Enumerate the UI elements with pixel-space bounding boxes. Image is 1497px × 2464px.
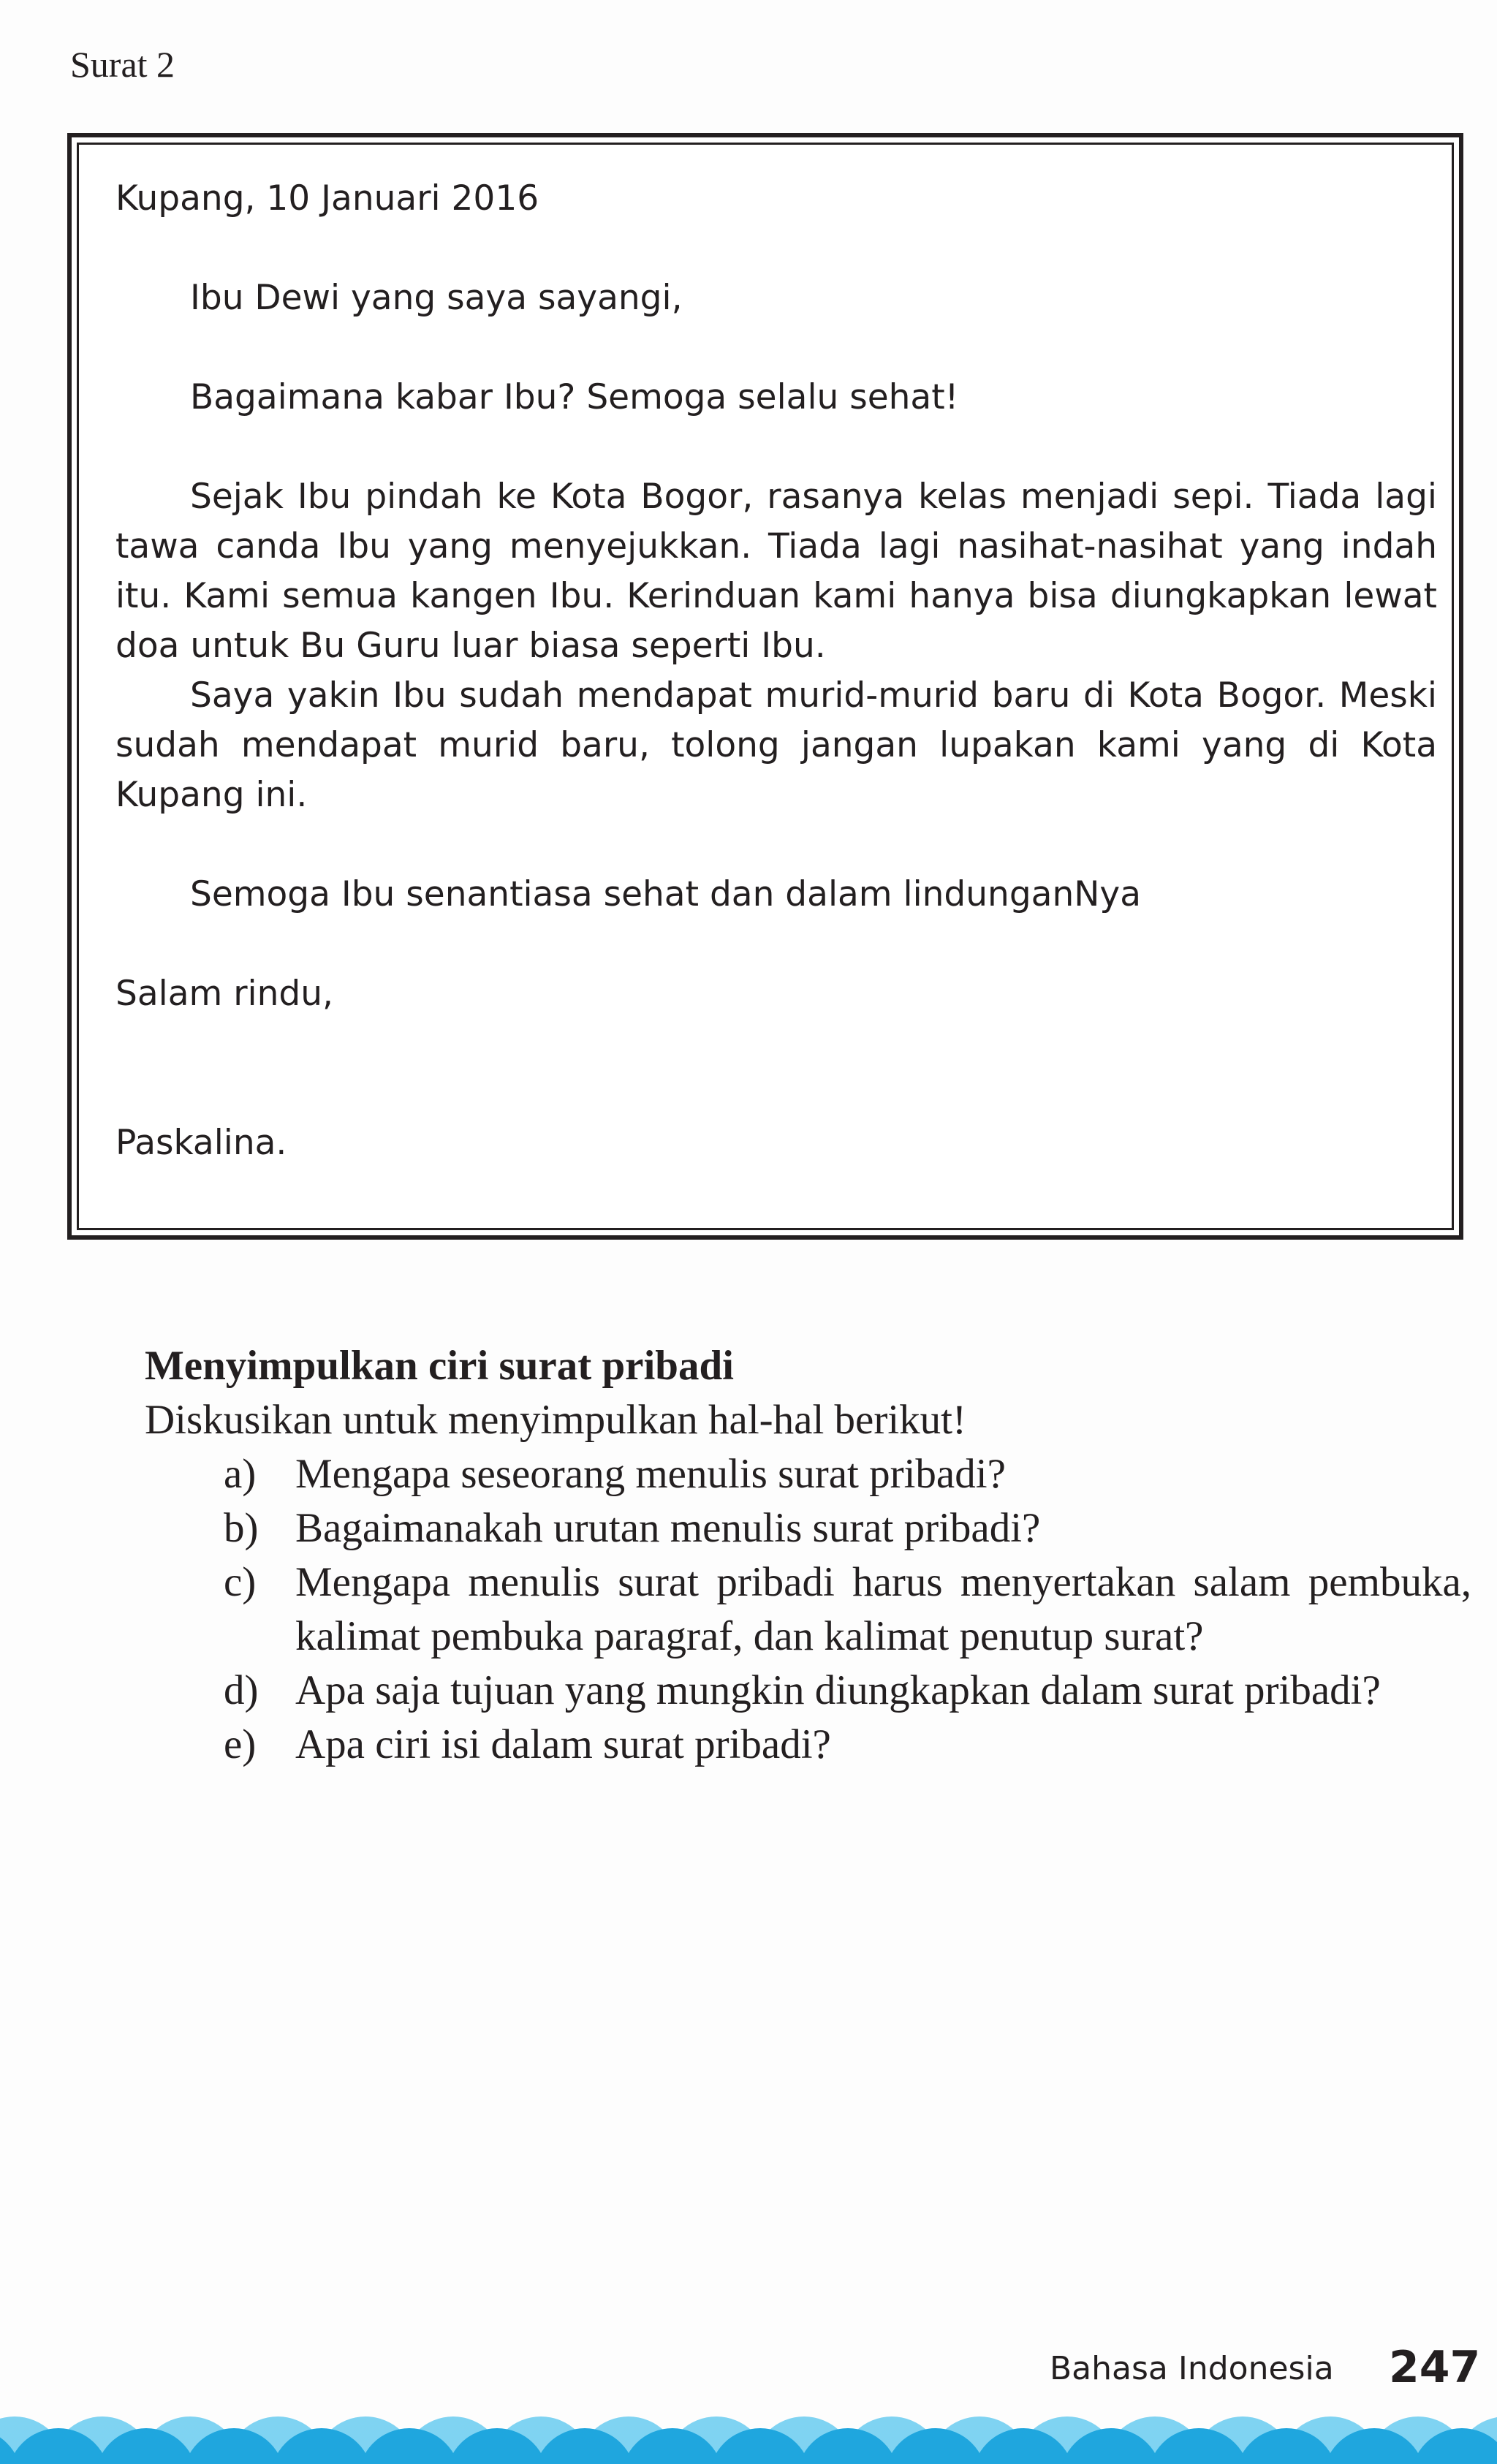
- question-item: [145, 1501, 1471, 1555]
- question-text: Mengapa menulis surat pribadi harus menyertakan salam pembuka, kalimat pembuka paragraf, dan kalimat penutup surat?: [295, 1559, 1471, 1659]
- question-text: Apa ciri isi dalam surat pribadi?: [295, 1721, 831, 1767]
- question-item: [145, 1664, 1471, 1718]
- wave-band-decoration: [0, 2403, 1497, 2464]
- letter-closing-wish: Semoga Ibu senantiasa sehat dan dalam lindunganNya: [190, 874, 1142, 914]
- letter-frame: [67, 133, 1463, 1240]
- question-text: Bagaimanakah urutan menulis surat pribadi?: [295, 1505, 1041, 1551]
- letter-paragraph-2: Saya yakin Ibu sudah mendapat murid-murid baru di Kota Bogor. Meski sudah mendapat murid baru, tolong jangan lupakan kami yang di Kota Kupang ini.: [115, 675, 1437, 815]
- question-list: [145, 1447, 1471, 1772]
- wave-scallops: [0, 2416, 1497, 2464]
- exercise-heading: Menyimpulkan ciri surat pribadi: [145, 1343, 735, 1389]
- footer-book-title: Bahasa Indonesia: [1050, 2350, 1334, 2387]
- question-letter: e): [224, 1721, 257, 1767]
- section-label: Surat 2: [70, 44, 175, 85]
- question-item: [145, 1447, 1471, 1501]
- letter-date: Kupang, 10 Januari 2016: [115, 178, 539, 219]
- exercise-section: [145, 1339, 1471, 1772]
- question-letter: d): [224, 1667, 259, 1713]
- question-item: [145, 1718, 1471, 1772]
- letter-paragraph-1: Sejak Ibu pindah ke Kota Bogor, rasanya kelas menjadi sepi. Tiada lagi tawa canda Ibu yang menyejukkan. Tiada lagi nasihat-nasihat yang indah itu. Kami semua kangen Ibu. Kerinduan kami hanya bisa diungkapkan lewat doa untuk Bu Guru luar biasa seperti Ibu.: [115, 477, 1437, 666]
- question-item: [145, 1555, 1471, 1664]
- question-letter: c): [224, 1559, 257, 1605]
- letter-inner-border: [77, 143, 1454, 1230]
- letter-signature: Paskalina.: [115, 1123, 287, 1163]
- question-text: Apa saja tujuan yang mungkin diungkapkan dalam surat pribadi?: [295, 1667, 1381, 1713]
- letter-closing-salutation: Salam rindu,: [115, 974, 333, 1014]
- page-number: 247: [1389, 2342, 1481, 2393]
- exercise-intro: Diskusikan untuk menyimpulkan hal-hal berikut!: [145, 1397, 966, 1443]
- letter-greeting: Ibu Dewi yang saya sayangi,: [190, 278, 683, 318]
- question-letter: b): [224, 1505, 259, 1551]
- letter-body: [115, 174, 1437, 1168]
- question-text: Mengapa seseorang menulis surat pribadi?: [295, 1451, 1006, 1497]
- question-letter: a): [224, 1451, 257, 1497]
- letter-opening: Bagaimana kabar Ibu? Semoga selalu sehat!: [190, 377, 959, 417]
